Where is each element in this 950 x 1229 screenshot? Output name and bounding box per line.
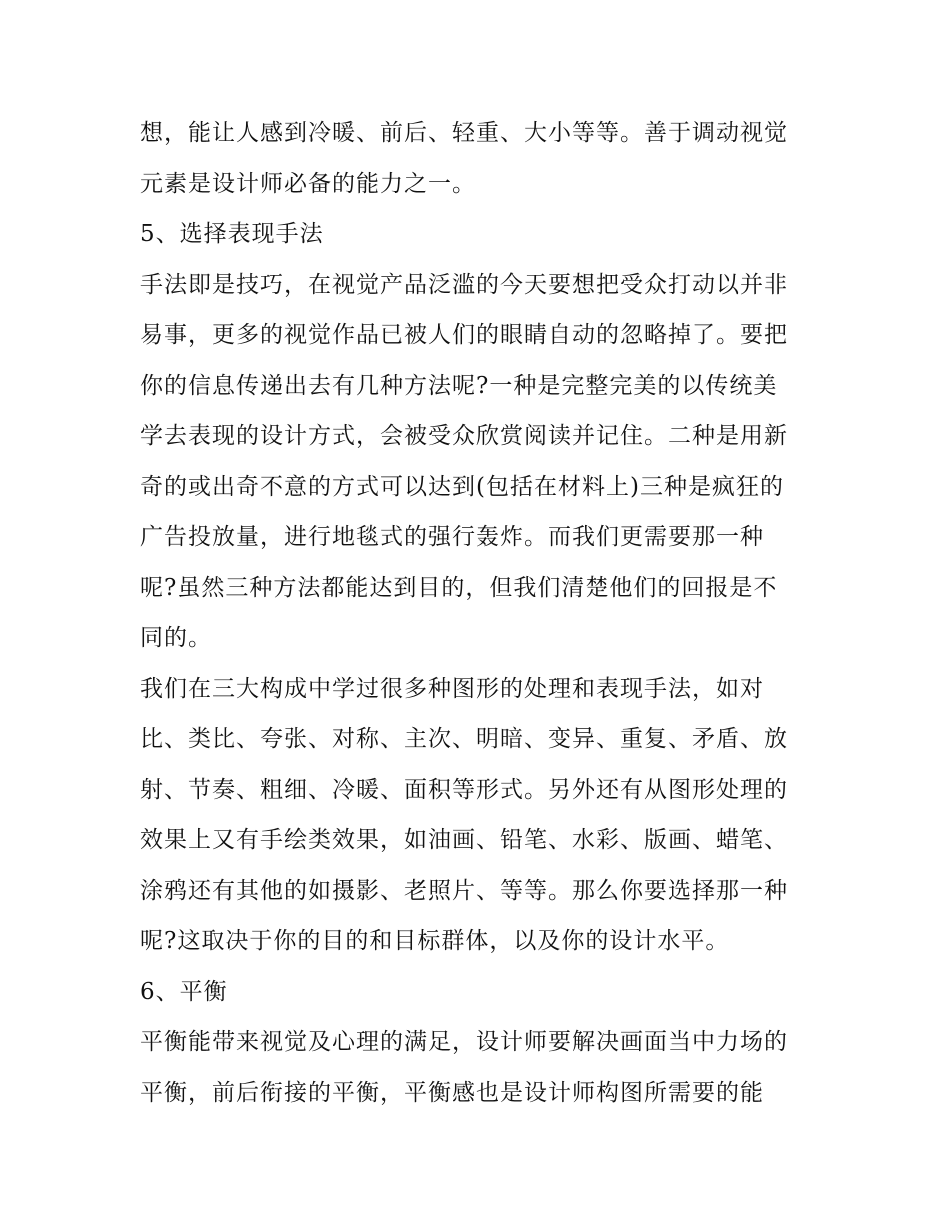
paragraph-line: 我们在三大构成中学过很多种图形的处理和表现手法，如对 (140, 675, 764, 702)
paragraph-line: 效果上又有手绘类效果，如油画、铅笔、水彩、版画、蜡笔、 (140, 827, 788, 853)
paragraph-line: 奇的或出奇不意的方式可以达到(包括在材料上)三种是疯狂的 (140, 473, 784, 500)
paragraph-line: 易事，更多的视觉作品已被人们的眼睛自动的忽略掉了。要把 (140, 322, 788, 348)
paragraph-line: 射、节奏、粗细、冷暖、面积等形式。另外还有从图形处理的 (140, 776, 788, 803)
paragraph-line: 涂鸦还有其他的如摄影、老照片、等等。那么你要选择那一种 (140, 877, 788, 904)
paragraph-line: 广告投放量，进行地毯式的强行轰炸。而我们更需要那一种 (140, 524, 764, 550)
paragraph-line: 手法即是技巧，在视觉产品泛滥的今天要想把受众打动以并非 (140, 271, 788, 298)
section-heading-6: 6、平衡 (140, 978, 228, 1005)
paragraph-line: 元素是设计师必备的能力之一。 (140, 170, 476, 197)
paragraph-line: 比、类比、夸张、对称、主次、明暗、变异、重复、矛盾、放 (140, 726, 788, 752)
paragraph-line: 呢?虽然三种方法都能达到目的，但我们清楚他们的回报是不 (140, 574, 778, 601)
paragraph-line: 平衡，前后衔接的平衡，平衡感也是设计师构图所需要的能 (140, 1079, 764, 1106)
paragraph-line: 想，能让人感到冷暖、前后、轻重、大小等等。善于调动视觉 (140, 120, 788, 146)
paragraph-line: 同的。 (140, 625, 212, 651)
paragraph-line: 你的信息传递出去有几种方法呢?一种是完整完美的以传统美 (140, 372, 778, 399)
section-heading-5: 5、选择表现手法 (140, 221, 324, 247)
document-body (140, 108, 820, 1118)
paragraph-line: 平衡能带来视觉及心理的满足，设计师要解决画面当中力场的 (140, 1029, 788, 1055)
paragraph-line: 学去表现的设计方式，会被受众欣赏阅读并记住。二种是用新 (140, 423, 788, 449)
paragraph-line: 呢?这取决于你的目的和目标群体，以及你的设计水平。 (140, 928, 730, 954)
